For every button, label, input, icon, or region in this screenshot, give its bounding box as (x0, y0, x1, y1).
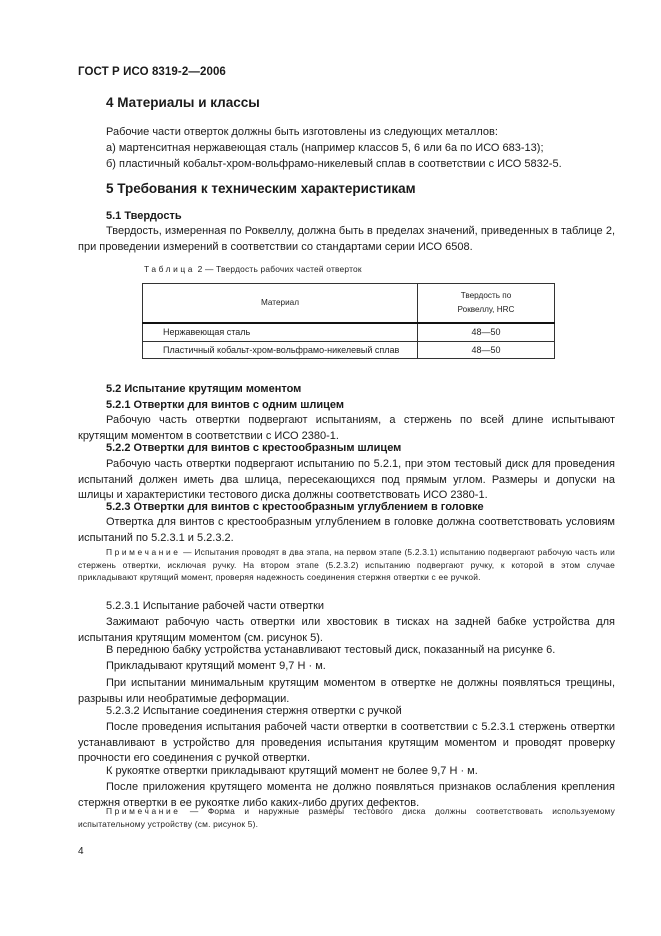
section-5-2-3-2-title: 5.2.3.2 Испытание соединения стержня отвертки с ручкой (106, 705, 402, 717)
table-cell-hrc: 48—50 (418, 323, 555, 341)
table-header-material: Материал (143, 284, 418, 324)
note-5-2-3 (78, 546, 615, 584)
section-5-2-3-1-p1: Зажимают рабочую часть отвертки или хвостовик в тисках на задней бабке устройства для испытания крутящим моментом (см. рисунок 5). (78, 616, 615, 644)
table-row (143, 323, 555, 341)
hardness-table (142, 283, 555, 359)
section-5-1-text: Твердость, измеренная по Роквеллу, должна быть в пределах значений, приведенных в таблице 2, при проведении измерений в соответствии со стандартами серии ИСО 6508. (78, 225, 615, 253)
section-5-2-3-2-p3: После приложения крутящего момента не должно появляться признаков ослабления крепления стержня отвертки в ее рукоятке либо каких-либо других дефектов. (78, 781, 615, 809)
table-row (143, 341, 555, 359)
section-5-2-3-1-p2: В переднюю бабку устройства устанавливают тестовый диск, показанный на рисунке 6. (106, 644, 556, 656)
table-cell-hrc: 48—50 (418, 341, 555, 359)
page-number: 4 (78, 846, 84, 857)
section-5-2-2-text: Рабочую часть отвертки подвергают испытанию по 5.2.1, при этом тестовый диск для проведения испытаний должен иметь два шлица, пересекающихся под прямым углом. Размеры и допуски на шлицы и характеристики тестового диска должны соответствовать ИСО 2380-1. (78, 458, 615, 501)
section-4-item-b: б) пластичный кобальт-хром-вольфрамо-никелевый сплав в соответствии с ИСО 5832-5. (106, 158, 562, 170)
section-5-2-3-text: Отвертка для винтов с крестообразным углублением в головке должна соответствовать условиям испытаний по 5.2.3.1 и 5.2.3.2. (78, 516, 615, 544)
section-5-2-3-title: 5.2.3 Отвертки для винтов с крестообразным углублением в головке (106, 501, 484, 513)
section-5-2-title: 5.2 Испытание крутящим моментом (106, 383, 302, 395)
section-5-1-title: 5.1 Твердость (106, 210, 182, 222)
section-5-2-1-title: 5.2.1 Отвертки для винтов с одним шлицем (106, 399, 344, 411)
note-label: Примечание (106, 547, 181, 557)
note-text: — Испытания проводят в два этапа, на первом этапе (5.2.3.1) испытанию подвергают рабочую часть или стержень отвертки, исключая ручку. На втором этапе (5.2.3.2) испытанию подвергают ручку, к которой в этом случае прикладывают крутящий момент, проверяя надежность соединения стержня отвертки с ее ручкой. (78, 547, 615, 582)
table-caption-text: 2 — Твердость рабочих частей отверток (195, 264, 362, 274)
table-header-hardness: Твердость по Роквеллу, HRC (418, 284, 555, 324)
section-5-2-2-title: 5.2.2 Отвертки для винтов с крестообразным шлицем (106, 442, 402, 454)
section-5-2-3-2-p2: К рукоятке отвертки прикладывают крутящий момент не более 9,7 Н · м. (106, 765, 478, 777)
document-id: ГОСТ Р ИСО 8319-2—2006 (78, 66, 226, 78)
section-5-2-3-2-p1: После проведения испытания рабочей части отвертки в соответствии с 5.2.3.1 стержень отвертки устанавливают в устройство для проведения испытания крутящим моментом и проводят проверку прочности его соединения с ручкой отвертки. (78, 721, 615, 764)
table-cell-material: Пластичный кобальт-хром-вольфрамо-никелевый сплав (143, 341, 418, 359)
section-4-title: 4 Материалы и классы (106, 95, 260, 110)
section-5-2-3-1-title: 5.2.3.1 Испытание рабочей части отвертки (106, 600, 325, 612)
note-label: Примечание (106, 806, 181, 816)
table-caption-label: Таблица (144, 264, 196, 274)
section-5-2-3-1-p4: При испытании минимальным крутящим моментом в отвертке не должны появляться трещины, разрывы или необратимые деформации. (78, 677, 615, 705)
section-5-2-3-1-p3: Прикладывают крутящий момент 9,7 Н · м. (106, 660, 326, 672)
note-text: — Форма и наружные размеры тестового диска должны соответствовать используемому испытательному устройству (см. рисунок 5). (78, 806, 615, 829)
table-cell-material: Нержавеющая сталь (143, 323, 418, 341)
section-5-title: 5 Требования к техническим характеристикам (106, 181, 416, 196)
section-4-item-a: а) мартенситная нержавеющая сталь (например классов 5, 6 или 6а по ИСО 683-13); (106, 142, 544, 154)
note-5-2-3-2 (78, 805, 615, 830)
table-2-caption (144, 264, 362, 274)
section-4-intro: Рабочие части отверток должны быть изготовлены из следующих металлов: (106, 126, 498, 138)
section-5-2-1-text: Рабочую часть отвертки подвергают испытаниям, а стержень по всей длине испытывают крутящим моментом в соответствии с ИСО 2380-1. (78, 414, 615, 442)
